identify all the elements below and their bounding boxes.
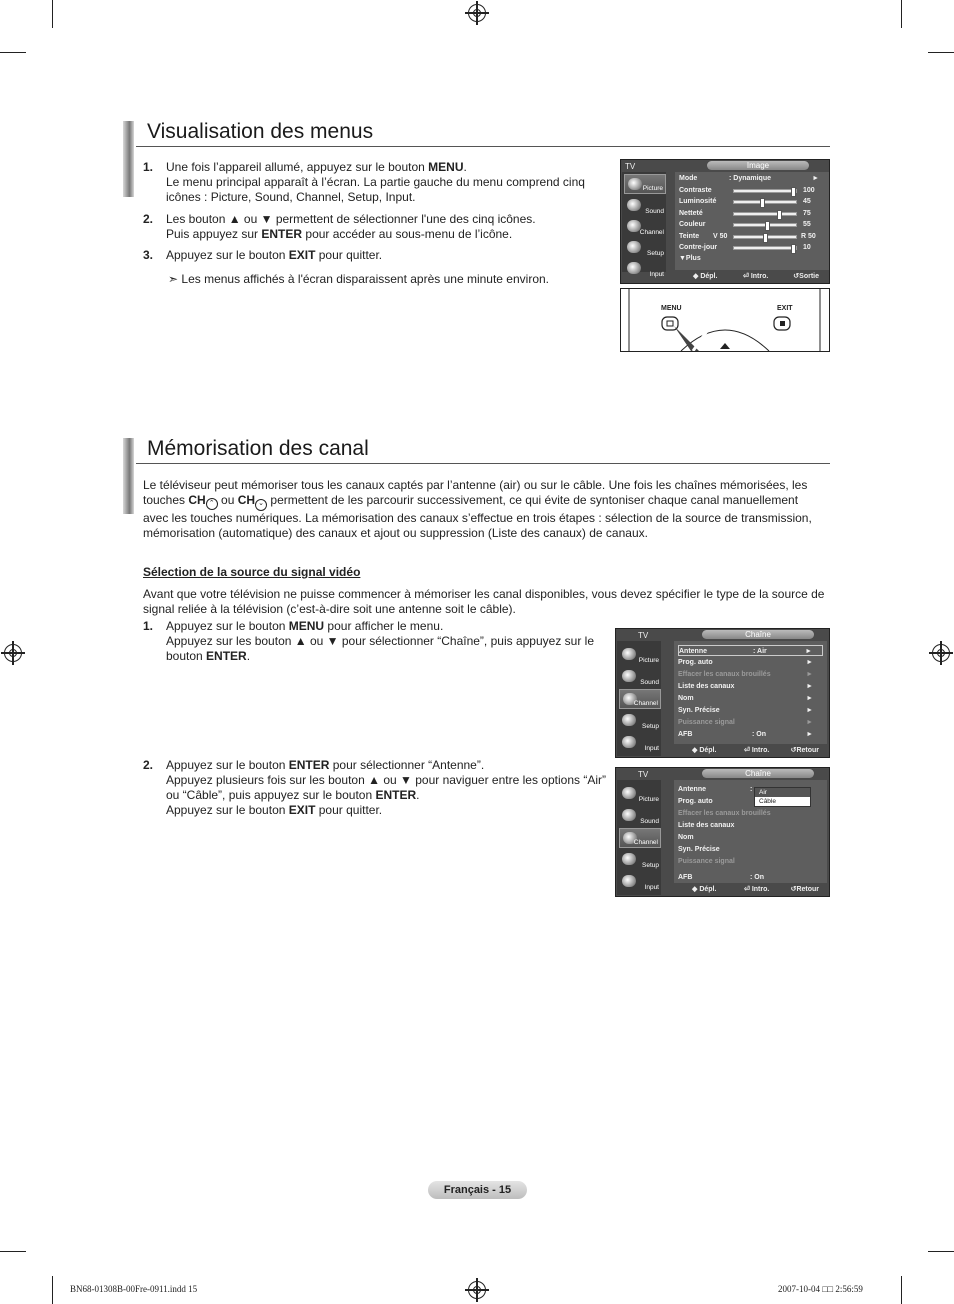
menu-row-contraste[interactable]	[679, 185, 825, 196]
row-label: Nom	[678, 834, 694, 841]
hint-label: Retour	[796, 886, 819, 893]
sidebar-item-setup[interactable]	[624, 238, 666, 258]
sidebar-item-setup[interactable]	[619, 711, 661, 731]
menu-row-puissance	[678, 717, 823, 728]
menu-row-puissance	[678, 856, 823, 867]
hint-label: Dépl.	[699, 747, 717, 754]
row-label: Teinte	[679, 233, 700, 240]
sidebar-item-channel[interactable]	[624, 217, 666, 237]
menu-footer	[662, 884, 827, 895]
arrow-right-icon: ►	[806, 695, 813, 702]
text-run: signal reliée à la télévision (c’est-à-dire soit une antenne soit le câble).	[143, 602, 516, 616]
text-run: Appuyez plusieurs fois sur les bouton ▲ ou ▼ pour naviguer entre les options “Air”	[166, 773, 606, 787]
row-value: :	[750, 786, 753, 793]
row-label: Liste des canaux	[678, 822, 735, 829]
menu-row-afb[interactable]	[678, 729, 823, 740]
text-run: ENTER	[206, 649, 247, 663]
slider[interactable]	[733, 235, 797, 239]
input-icon	[622, 875, 636, 887]
row-label: AFB	[678, 731, 693, 738]
text-run: pour quitter.	[315, 248, 383, 262]
sidebar-label: Sound	[645, 208, 664, 215]
text-run: ENTER	[375, 788, 417, 802]
arrow-right-icon: ►	[805, 648, 812, 655]
menu-row-plus[interactable]	[679, 253, 825, 264]
menu-row-mode[interactable]	[679, 173, 825, 184]
menu-row-syn-precise[interactable]	[678, 705, 823, 716]
move-hint: ◆ Dépl.	[693, 273, 718, 280]
slider[interactable]	[733, 189, 797, 193]
menu-row-nettete[interactable]	[679, 208, 825, 219]
row-value: 45	[803, 198, 811, 205]
row-label: Mode	[679, 175, 698, 182]
section-title: Mémorisation des canal	[147, 437, 369, 460]
step-text	[166, 212, 606, 242]
crop-mark	[928, 52, 954, 53]
text-run: Une fois l’appareil allumé, appuyez sur le bouton	[166, 160, 429, 174]
intro-paragraph	[143, 478, 833, 541]
crop-mark	[0, 1251, 26, 1252]
text-run: MENU	[428, 160, 464, 174]
crop-mark	[901, 0, 902, 28]
row-label: Antenne	[678, 786, 706, 793]
row-label: Prog. auto	[678, 798, 713, 805]
picture-icon	[622, 787, 636, 799]
text-run: Appuyez sur le bouton	[166, 803, 289, 817]
section-rule	[136, 463, 830, 464]
text-run: Appuyez sur les bouton ▲ ou ▼ pour sélectionner “Chaîne”, puis appuyez sur le	[166, 634, 594, 648]
sound-icon	[622, 670, 636, 682]
sidebar-label: Channel	[633, 700, 658, 707]
sidebar-item-sound[interactable]	[619, 806, 661, 826]
registration-mark-icon	[468, 1281, 486, 1299]
step-number: 2.	[143, 758, 154, 772]
row-label: Puissance signal	[678, 719, 735, 726]
picture-icon	[622, 648, 636, 660]
section-bar	[123, 121, 134, 197]
sidebar-label: Input	[649, 271, 664, 278]
exit-hint: ↺Sortie	[793, 273, 819, 280]
row-label: Couleur	[679, 221, 706, 228]
menu-footer	[662, 745, 827, 756]
tv-menu-channel-popup	[615, 767, 830, 897]
text-run: CH	[237, 493, 256, 507]
row-label: Prog. auto	[678, 659, 713, 666]
menu-title: Chaîne	[702, 769, 814, 778]
menu-panel	[674, 780, 827, 883]
slider[interactable]	[733, 223, 797, 227]
slider[interactable]	[733, 200, 797, 204]
menu-row-afb[interactable]	[678, 872, 823, 883]
row-label: Netteté	[679, 210, 703, 217]
arrow-right-icon: ►	[806, 659, 813, 666]
row-label: Puissance signal	[678, 858, 735, 865]
sidebar-item-channel[interactable]	[619, 828, 661, 848]
setup-icon	[622, 714, 636, 726]
hint-label: Dépl.	[699, 886, 717, 893]
menu-key-label: MENU	[661, 305, 682, 312]
row-label: Liste des canaux	[678, 683, 735, 690]
sound-icon	[627, 199, 641, 211]
sidebar-item-channel[interactable]	[619, 689, 661, 709]
sidebar-label: Picture	[638, 657, 659, 664]
menu-row-prog-auto[interactable]	[678, 657, 823, 668]
text-run: .	[463, 160, 467, 174]
row-value: R 50	[801, 233, 816, 240]
text-run: Les bouton ▲ ou ▼ permettent de sélectionner l'une des cinq icônes.	[166, 212, 536, 226]
menu-row-luminosite[interactable]	[679, 196, 825, 207]
hint-label: Dépl.	[700, 273, 718, 280]
sidebar-label: Sound	[640, 679, 659, 686]
row-label: ▼Plus	[679, 255, 701, 262]
slider[interactable]	[733, 212, 797, 216]
text-run: ou	[217, 493, 238, 507]
menu-row-effacer	[678, 669, 823, 680]
remote-illustration	[620, 288, 830, 352]
menu-row-contre-jour[interactable]	[679, 242, 825, 253]
sidebar-label: Picture	[642, 185, 663, 192]
menu-row-nom[interactable]	[678, 693, 823, 704]
text-run: pour quitter.	[315, 803, 383, 817]
menu-row-liste[interactable]	[678, 820, 823, 831]
slider-knob[interactable]	[765, 221, 770, 231]
exit-hint: ↺Retour	[790, 886, 819, 893]
sidebar-item-setup[interactable]	[619, 850, 661, 870]
step-text	[166, 758, 611, 818]
registration-mark-icon	[932, 644, 950, 662]
hint-label: Intro.	[751, 747, 770, 754]
sidebar-label: Setup	[647, 250, 664, 257]
menu-row-antenne[interactable]	[678, 645, 823, 656]
crop-mark	[52, 0, 53, 28]
row-value: : On	[752, 731, 766, 738]
menu-title: Chaîne	[702, 630, 814, 639]
sidebar-item-sound[interactable]	[619, 667, 661, 687]
enter-hint: ⏎ Intro.	[744, 886, 770, 893]
row-label: Syn. Précise	[678, 707, 720, 714]
row-value: : On	[750, 874, 764, 881]
sidebar-item-input[interactable]	[624, 259, 666, 279]
hint-label: Retour	[796, 747, 819, 754]
move-hint: ◆ Dépl.	[692, 747, 717, 754]
arrow-right-icon: ►	[806, 731, 813, 738]
text-run: avec les touches numériques. La mémorisation des canaux s’effectue en trois étapes : sélection de la source de transmission,	[143, 511, 812, 525]
paragraph	[143, 587, 833, 617]
menu-panel	[675, 172, 829, 270]
step-text	[166, 248, 606, 263]
text-run: bouton	[166, 649, 207, 663]
exit-hint: ↺Retour	[790, 747, 819, 754]
subheading: Sélection de la source du signal vidéo	[143, 565, 361, 579]
row-label: Luminosité	[679, 198, 717, 205]
step-number: 2.	[143, 212, 154, 226]
arrow-right-icon: ►	[806, 683, 813, 690]
sidebar-label: Channel	[633, 839, 658, 846]
text-run: icônes : Picture, Sound, Channel, Setup, Input.	[166, 190, 416, 204]
row-value: 10	[803, 244, 811, 251]
hint-label: Sortie	[799, 273, 819, 280]
text-run: MENU	[288, 619, 325, 633]
sidebar	[617, 780, 661, 895]
text-run: Puis appuyez sur	[166, 227, 262, 241]
remote-drawing	[621, 289, 829, 351]
sidebar-item-picture[interactable]	[619, 784, 661, 804]
text-run: Le téléviseur peut mémoriser tous les canaux captés par l’antenne (air) ou sur le câble. Une fois les chaînes mémorisées, les	[143, 478, 808, 492]
section-rule	[136, 146, 830, 147]
menu-row-effacer	[678, 808, 823, 819]
crop-mark	[928, 1251, 954, 1252]
text-run: Avant que votre télévision ne puisse commencer à mémoriser les canal disponibles, vous devez spécifier le type de la source de	[143, 587, 825, 601]
row-label: Contraste	[679, 187, 712, 194]
enter-hint: ⏎ Intro.	[744, 747, 770, 754]
text-run: .	[246, 649, 251, 663]
text-run: Appuyez sur le bouton	[166, 248, 289, 262]
step-text	[166, 619, 606, 664]
tv-tab: TV	[638, 631, 649, 640]
text-run: Le menu principal apparaît à l’écran. La partie gauche du menu comprend cinq	[166, 175, 585, 189]
arrow-right-icon: ►	[812, 175, 819, 182]
sidebar	[622, 172, 666, 278]
tv-menu-image	[620, 159, 830, 284]
sidebar-item-picture[interactable]	[624, 174, 666, 194]
sidebar-label: Setup	[642, 723, 659, 730]
text-run: pour accéder au sous-menu de l’icône.	[302, 227, 513, 241]
row-label: Effacer les canaux brouillés	[678, 671, 771, 678]
arrow-right-icon: ►	[806, 671, 813, 678]
step-number: 1.	[143, 619, 154, 633]
menu-row-nom[interactable]	[678, 832, 823, 843]
text-run: pour afficher le menu.	[324, 619, 444, 633]
text-run: ou “Câble”, puis appuyez sur le bouton	[166, 788, 376, 802]
arrow-right-icon: ►	[806, 707, 813, 714]
input-icon	[622, 736, 636, 748]
row-label: Nom	[678, 695, 694, 702]
sidebar-label: Setup	[642, 862, 659, 869]
menu-row-liste[interactable]	[678, 681, 823, 692]
sidebar-label: Channel	[639, 229, 664, 236]
sidebar-item-input[interactable]	[619, 733, 661, 753]
picture-icon	[628, 178, 642, 190]
text-run: mémorisation (automatique) des canaux et ajout ou suppression (Liste des canaux) de canaux.	[143, 526, 648, 540]
sidebar-item-input[interactable]	[619, 872, 661, 892]
sidebar-label: Input	[644, 884, 659, 891]
row-label: Syn. Précise	[678, 846, 720, 853]
tv-menu-channel	[615, 628, 830, 758]
note-text: ➣ Les menus affichés à l'écran disparaissent après une minute environ.	[168, 272, 549, 286]
crop-mark	[52, 1276, 53, 1304]
slug-date: 2007-10-04 □□ 2:56:59	[778, 1284, 863, 1294]
menu-row-syn-precise[interactable]	[678, 844, 823, 855]
slug-file: BN68-01308B-00Fre-0911.indd 15	[70, 1284, 198, 1294]
sidebar-label: Picture	[638, 796, 659, 803]
text-run: permettent de les parcourir successivement, ce qui évite de syntoniser chaque canal manuellement	[270, 493, 799, 507]
menu-row-teinte[interactable]	[679, 231, 825, 242]
tv-tab: TV	[625, 162, 636, 171]
row-label: Effacer les canaux brouillés	[678, 810, 771, 817]
chevron-down-icon: ⌄	[255, 499, 267, 511]
sidebar-item-sound[interactable]	[624, 196, 666, 216]
menu-panel	[674, 641, 827, 744]
text-run: touches	[143, 493, 189, 507]
option-air[interactable]: Air	[755, 788, 810, 797]
enter-hint: ⏎ Intro.	[743, 273, 769, 280]
menu-footer	[667, 271, 827, 282]
hint-label: Intro.	[751, 886, 770, 893]
row-value: 75	[803, 210, 811, 217]
text-run: ENTER	[261, 227, 303, 241]
slider[interactable]	[733, 246, 797, 250]
row-label: Antenne	[679, 648, 707, 655]
registration-mark-icon	[4, 644, 22, 662]
antenne-options-popup	[754, 787, 811, 807]
input-icon	[627, 262, 641, 274]
text-run: Appuyez sur le bouton	[166, 758, 289, 772]
hint-label: Intro.	[750, 273, 769, 280]
sidebar	[617, 641, 661, 756]
exit-key-label: EXIT	[777, 305, 793, 312]
chevron-up-icon: ⌃	[206, 498, 218, 510]
sidebar-label: Input	[644, 745, 659, 752]
row-value: : Dynamique	[729, 175, 772, 182]
option-cable[interactable]: Câble	[759, 798, 776, 805]
arrow-right-icon: ►	[806, 719, 813, 726]
step-number: 1.	[143, 160, 154, 174]
menu-title: Image	[707, 161, 809, 170]
step-text	[166, 160, 606, 205]
text-run: Appuyez sur le bouton	[166, 619, 289, 633]
row-label: Contre-jour	[679, 244, 718, 251]
move-hint: ◆ Dépl.	[692, 886, 717, 893]
text-run: ENTER	[288, 758, 330, 772]
row-value: : Air	[753, 648, 767, 655]
text-run: EXIT	[288, 248, 316, 262]
row-value: V 50	[713, 233, 728, 240]
crop-mark	[0, 52, 26, 53]
setup-icon	[627, 241, 641, 253]
text-run: EXIT	[288, 803, 316, 817]
menu-row-couleur[interactable]	[679, 219, 825, 230]
sound-icon	[622, 809, 636, 821]
row-value: 100	[803, 187, 815, 194]
setup-icon	[622, 853, 636, 865]
step-number: 3.	[143, 248, 154, 262]
sidebar-item-picture[interactable]	[619, 645, 661, 665]
text-run: .	[416, 788, 420, 802]
crop-mark	[901, 1276, 902, 1304]
registration-mark-icon	[468, 4, 486, 22]
text-run: pour sélectionner “Antenne”.	[329, 758, 485, 772]
text-run: CH	[188, 493, 206, 507]
row-value: 55	[803, 221, 811, 228]
tv-tab: TV	[638, 770, 649, 779]
section-title: Visualisation des menus	[147, 120, 374, 143]
sidebar-label: Sound	[640, 818, 659, 825]
slider-knob[interactable]	[760, 198, 765, 208]
section-bar	[123, 438, 134, 514]
row-label: AFB	[678, 874, 693, 881]
page-number: Français - 15	[428, 1181, 527, 1199]
